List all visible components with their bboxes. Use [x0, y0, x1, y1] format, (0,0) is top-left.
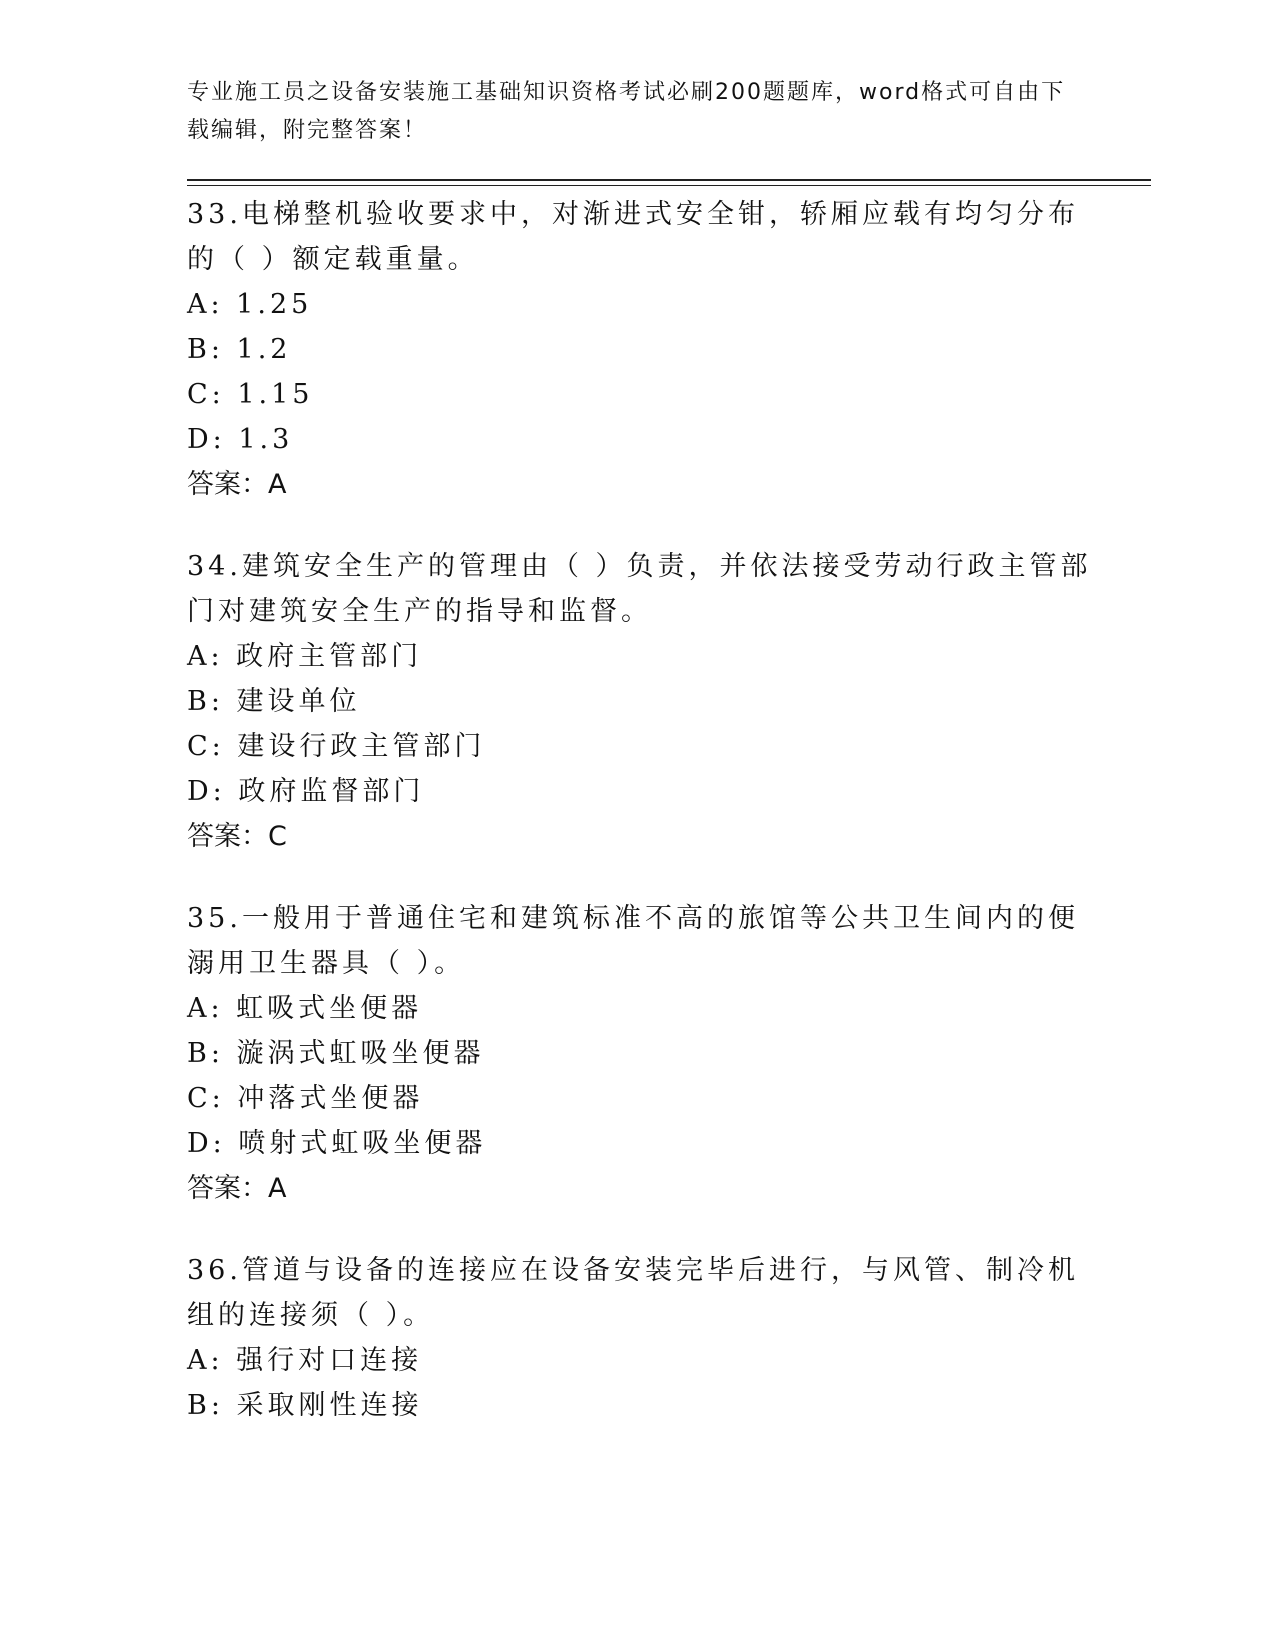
option-b: B: 采取刚性连接	[187, 1390, 423, 1421]
option-a: A: 1.25	[187, 289, 313, 320]
answer-line: 答案：A	[187, 1173, 287, 1204]
option-b: B: 建设单位	[187, 686, 361, 717]
answer-line: 答案：C	[187, 821, 287, 852]
option-c: C: 1.15	[187, 379, 314, 410]
option-d: D: 1.3	[187, 424, 294, 455]
question-35	[187, 896, 1107, 1212]
option-b: B: 漩涡式虹吸坐便器	[187, 1038, 485, 1069]
question-stem: 36.管道与设备的连接应在设备安装完毕后进行，与风管、制冷机组的连接须（ ）。	[187, 1255, 1079, 1331]
option-c: C: 建设行政主管部门	[187, 731, 486, 762]
option-d: D: 喷射式虹吸坐便器	[187, 1128, 487, 1159]
header-rule-thin	[187, 185, 1151, 186]
question-36	[187, 1248, 1107, 1428]
question-stem: 35.一般用于普通住宅和建筑标准不高的旅馆等公共卫生间内的便溺用卫生器具（ ）。	[187, 903, 1079, 979]
question-34	[187, 544, 1107, 860]
question-list	[187, 192, 1107, 1464]
answer-line: 答案：A	[187, 469, 287, 500]
question-33	[187, 192, 1107, 508]
question-stem: 34.建筑安全生产的管理由（ ）负责，并依法接受劳动行政主管部门对建筑安全生产的指导和监督。	[187, 551, 1092, 627]
question-stem: 33.电梯整机验收要求中，对渐进式安全钳，轿厢应载有均匀分布的（ ）额定载重量。	[187, 199, 1079, 275]
option-a: A: 强行对口连接	[187, 1345, 423, 1376]
option-d: D: 政府监督部门	[187, 776, 425, 807]
option-b: B: 1.2	[187, 334, 292, 365]
option-c: C: 冲落式坐便器	[187, 1083, 424, 1114]
option-a: A: 政府主管部门	[187, 641, 423, 672]
header-rule-thick	[187, 179, 1151, 181]
option-a: A: 虹吸式坐便器	[187, 993, 423, 1024]
document-header: 专业施工员之设备安装施工基础知识资格考试必刷200题题库，word格式可自由下载编辑，附完整答案！	[187, 80, 1066, 143]
